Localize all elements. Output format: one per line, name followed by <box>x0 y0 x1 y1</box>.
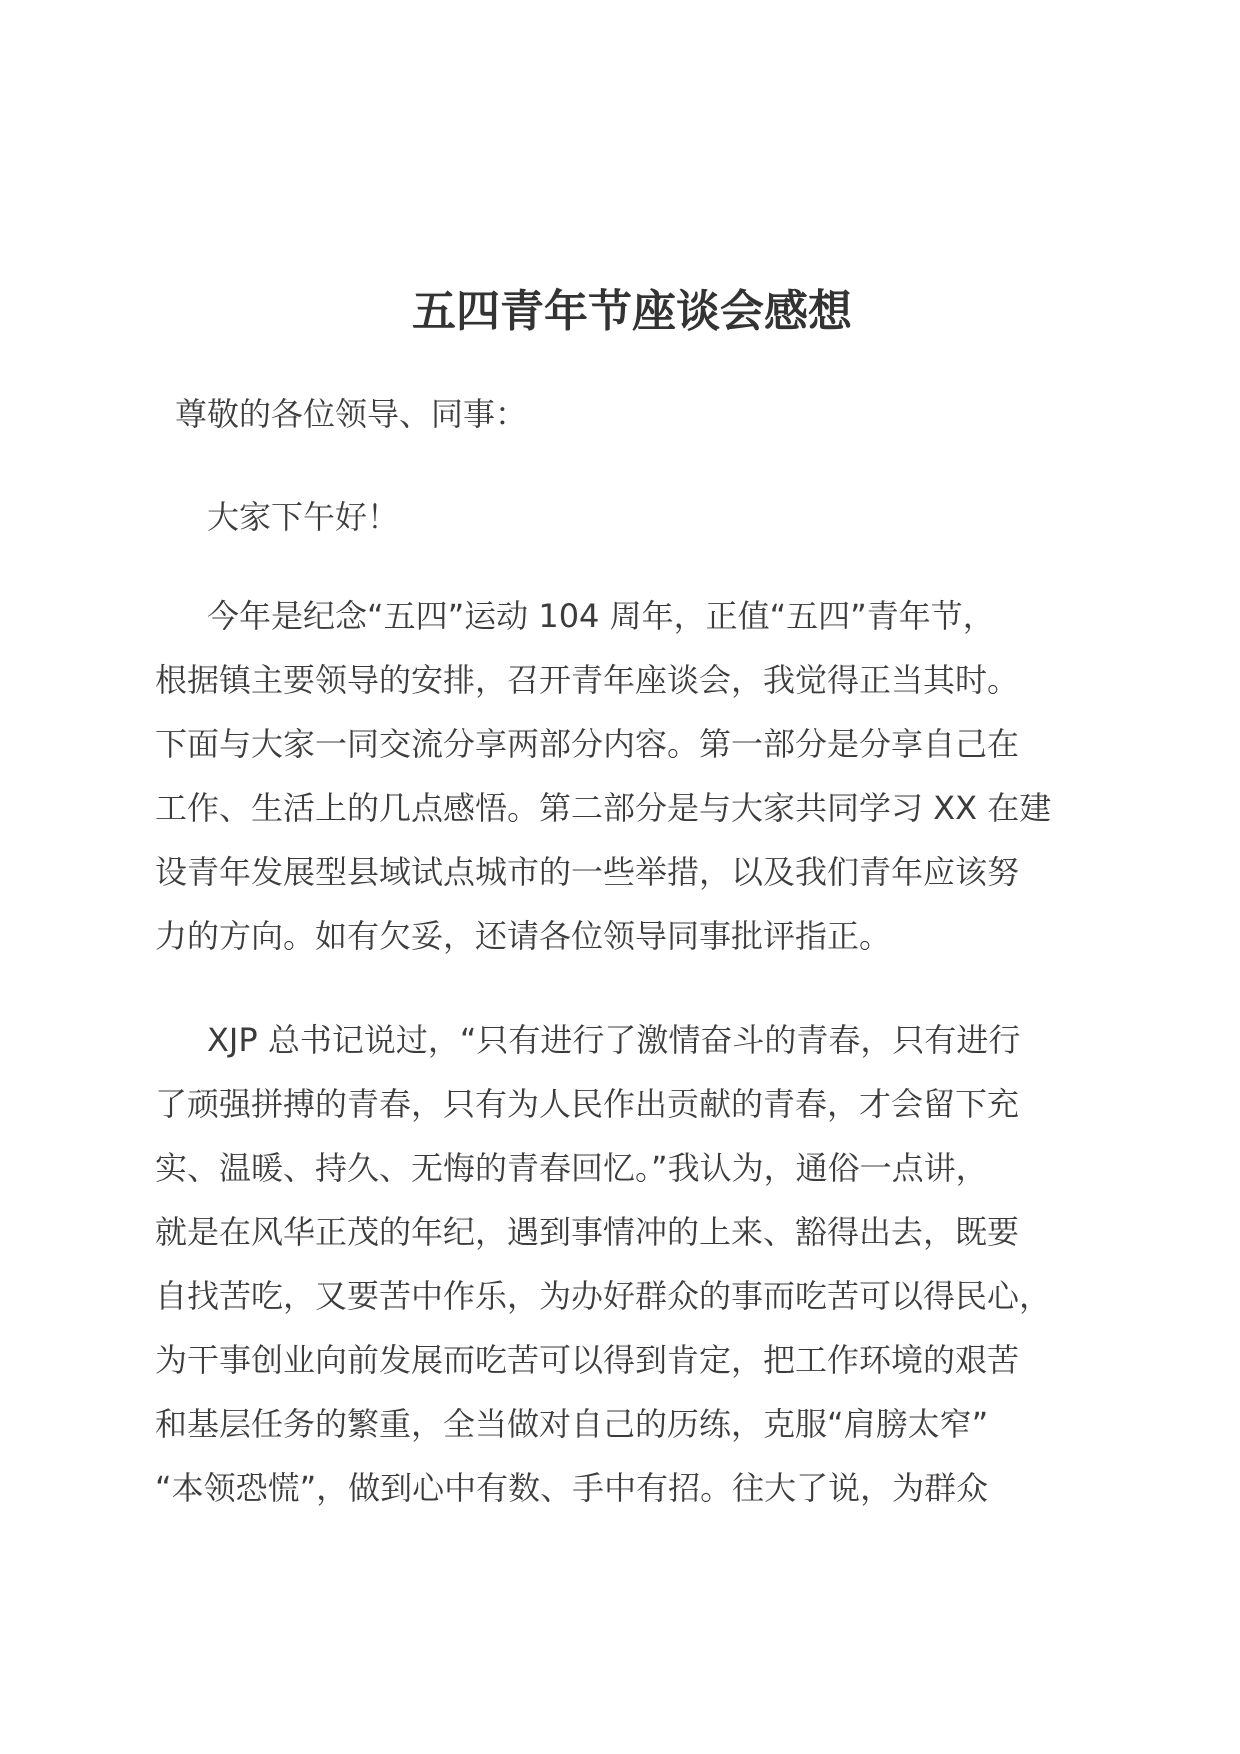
paragraph-line: “本领恐慌”，做到心中有数、手中有招。往大了说，为群众 <box>155 1469 989 1507</box>
paragraph-line: 设青年发展型县域试点城市的一些举措，以及我们青年应该努 <box>155 853 1020 891</box>
paragraph-line: 自找苦吃，又要苦中作乐，为办好群众的事而吃苦可以得民心， <box>155 1277 1052 1315</box>
salutation: 尊敬的各位领导、同事： <box>175 395 528 433</box>
document-title: 五四青年节座谈会感想 <box>412 286 852 337</box>
paragraph-line: XJP 总书记说过，“只有进行了激情奋斗的青春，只有进行 <box>207 1021 1021 1059</box>
paragraph-line: 工作、生活上的几点感悟。第二部分是与大家共同学习 XX 在建 <box>155 789 1052 827</box>
paragraph-line: 就是在风华正茂的年纪，遇到事情冲的上来、豁得出去，既要 <box>155 1213 1020 1251</box>
paragraph-line: 下面与大家一同交流分享两部分内容。第一部分是分享自己在 <box>155 725 1020 763</box>
paragraph-line: 了顽强拼搏的青春，只有为人民作出贡献的青春，才会留下充 <box>155 1085 1020 1123</box>
paragraph-line: 根据镇主要领导的安排，召开青年座谈会，我觉得正当其时。 <box>155 661 1020 699</box>
paragraph-line: 为干事创业向前发展而吃苦可以得到肯定，把工作环境的艰苦 <box>155 1341 1020 1379</box>
paragraph-line: 力的方向。如有欠妥，还请各位领导同事批评指正。 <box>155 917 892 955</box>
paragraph-line: 实、温暖、持久、无悔的青春回忆。”我认为，通俗一点讲， <box>155 1149 988 1187</box>
greeting: 大家下午好！ <box>207 498 400 536</box>
paragraph-line: 今年是纪念“五四”运动 104 周年，正值“五四”青年节， <box>207 597 995 635</box>
paragraph-line: 和基层任务的繁重，全当做对自己的历练，克服“肩膀太窄” <box>155 1405 989 1443</box>
